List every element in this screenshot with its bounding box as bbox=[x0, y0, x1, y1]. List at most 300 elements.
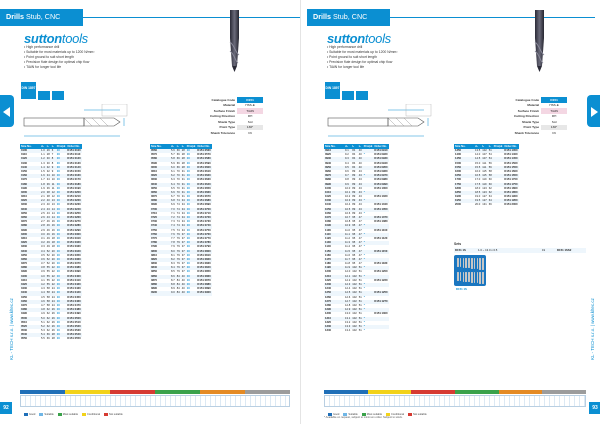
availability-mark: 10 bbox=[56, 236, 60, 240]
size-number: 0540 bbox=[20, 333, 40, 337]
flute-length: 37 bbox=[181, 245, 185, 249]
size-number: 0350 bbox=[21, 253, 27, 257]
size-number: 0420 bbox=[20, 283, 40, 287]
size-number: 0310 bbox=[21, 236, 27, 240]
order-number: D151 0280 bbox=[67, 224, 81, 228]
order-number: D151 1400 bbox=[504, 153, 518, 157]
size-number: 0330 bbox=[21, 245, 27, 249]
availability-mark: 10 bbox=[186, 216, 197, 220]
overall-length: 74 bbox=[176, 224, 180, 228]
flute-length: 43 bbox=[358, 186, 362, 190]
diameter: 4.3 bbox=[41, 287, 45, 291]
availability-mark: 10 bbox=[56, 283, 67, 287]
overall-length: 79 bbox=[176, 245, 180, 249]
diameter: 1.2 bbox=[41, 157, 45, 161]
order-number: D151 0530 bbox=[67, 329, 81, 333]
overall-length: 102 bbox=[482, 149, 487, 152]
overall-length: 62 bbox=[46, 320, 50, 324]
availability-mark: 10 bbox=[56, 295, 60, 299]
flute-length: 31 bbox=[181, 169, 185, 173]
size-number: 1100 bbox=[325, 228, 331, 232]
diameter: 5.8 bbox=[171, 157, 175, 161]
feature-list bbox=[327, 45, 397, 70]
diameter: 9.8 bbox=[345, 178, 349, 182]
flute-length: 18 bbox=[51, 236, 55, 240]
flute-length: 7 bbox=[51, 153, 54, 157]
availability-mark: 10 bbox=[186, 233, 197, 237]
overall-length: 58 bbox=[46, 287, 50, 291]
drill-set-case-image bbox=[454, 255, 486, 286]
order-number: D151 0900 bbox=[197, 291, 211, 295]
diameter: 11.9 bbox=[345, 266, 351, 270]
size-number: 0210 bbox=[21, 195, 27, 199]
size-number: 0260 bbox=[20, 216, 40, 220]
legend-label: Most suitable bbox=[366, 413, 383, 417]
page-number: 93 bbox=[589, 402, 600, 414]
diameter: 4.9 bbox=[41, 312, 45, 316]
overall-length: 127 bbox=[482, 195, 487, 199]
overall-length: 89 bbox=[352, 186, 356, 190]
overall-length: 102 bbox=[352, 295, 357, 299]
size-number: 0950 bbox=[324, 166, 344, 170]
diameter: 11.0 bbox=[345, 228, 351, 232]
drill-slot bbox=[468, 272, 470, 282]
overall-length: 66 bbox=[176, 161, 180, 165]
flute-length: 56 bbox=[488, 165, 492, 169]
flute-length: 58 bbox=[488, 174, 492, 178]
flute-length: 31 bbox=[181, 174, 185, 178]
diameter: 11.5 bbox=[345, 249, 351, 253]
drill-image bbox=[465, 8, 561, 80]
flute-length: 14 bbox=[51, 211, 55, 215]
size-number: 0910 bbox=[324, 149, 344, 153]
diameter: 9.1 bbox=[344, 149, 351, 153]
order-number: D151 0890 bbox=[197, 287, 211, 291]
diameter: 2.8 bbox=[41, 224, 45, 228]
overall-length: 84 bbox=[351, 149, 357, 153]
column-header: Pcs/pk bbox=[186, 145, 196, 148]
flute-length: 16 bbox=[51, 232, 55, 236]
overall-length: 102 bbox=[352, 303, 357, 307]
order-number: D151 0980 bbox=[374, 178, 388, 182]
size-number: 0300 bbox=[20, 233, 40, 237]
availability-mark: 10 bbox=[186, 157, 197, 161]
flute-length: 37 bbox=[181, 241, 185, 245]
spec-key: Cutting Direction bbox=[210, 114, 236, 119]
spec-table bbox=[208, 97, 263, 136]
flute-length: 62 bbox=[488, 190, 492, 194]
spec-key: Shank Type bbox=[521, 119, 540, 124]
brand-logo: suttontools bbox=[327, 31, 391, 46]
order-number: D151 0360 bbox=[67, 257, 81, 261]
overall-length: 43 bbox=[46, 207, 50, 211]
order-number: D151 0540 bbox=[67, 333, 81, 337]
order-number: D151 1950 bbox=[504, 199, 518, 203]
coolant-icon bbox=[356, 91, 368, 100]
size-number: 0120 bbox=[20, 157, 40, 161]
flute-length: 47 bbox=[358, 216, 362, 219]
order-number: D151 2000 bbox=[504, 203, 518, 207]
size-number: 0750 bbox=[151, 228, 157, 232]
size-number: 1240 bbox=[325, 287, 331, 291]
flute-length: 51 bbox=[358, 274, 362, 278]
diameter: 4.4 bbox=[41, 291, 45, 295]
side-text: KL - TECH s.r.o. | www.kltec.cz bbox=[590, 298, 595, 360]
availability-mark: 10 bbox=[56, 308, 67, 312]
diameter: 7.5 bbox=[171, 228, 175, 232]
flute-length: 64 bbox=[488, 199, 492, 203]
catalogue-page-right bbox=[300, 0, 600, 424]
order-number: D151 0690 bbox=[197, 203, 211, 207]
size-number: 0130 bbox=[21, 161, 27, 165]
diameter: 5.0 bbox=[41, 316, 45, 320]
size-number: 0390 bbox=[21, 270, 27, 274]
overall-length: 84 bbox=[176, 291, 180, 295]
flute-length: 62 bbox=[488, 186, 492, 190]
overall-length: 84 bbox=[176, 278, 180, 282]
order-number: D151 1180 bbox=[374, 262, 388, 266]
table-row bbox=[150, 291, 212, 295]
size-number: 1170 bbox=[324, 258, 344, 262]
size-number: 0620 bbox=[150, 174, 170, 178]
legend-label: Suitable bbox=[44, 413, 54, 417]
drill-slot bbox=[465, 258, 467, 268]
spec-key: Shank Tolerance bbox=[514, 130, 540, 135]
prev-page-tab[interactable] bbox=[0, 95, 14, 127]
order-number: D151 0470 bbox=[67, 303, 81, 307]
availability-mark: 10 bbox=[186, 161, 190, 165]
diameter: 3.8 bbox=[41, 266, 45, 270]
legend-label: Most suitable bbox=[62, 413, 79, 417]
overall-length: 74 bbox=[176, 211, 180, 215]
order-number: D151 0460 bbox=[67, 299, 81, 303]
order-number: D151 1250 bbox=[374, 291, 388, 295]
size-number: 1220 bbox=[325, 278, 331, 282]
diameter: 11.4 bbox=[345, 245, 351, 249]
overall-length: 36 bbox=[46, 186, 50, 190]
diameter: 19.0 bbox=[475, 195, 481, 199]
overall-length: 28 bbox=[46, 153, 50, 157]
availability-mark: 10 bbox=[56, 224, 67, 228]
drill-slot bbox=[474, 258, 476, 269]
size-number: 0500 bbox=[20, 317, 40, 321]
material-group-n bbox=[455, 390, 499, 394]
flute-length: 14 bbox=[51, 207, 55, 211]
diameter: 9.0 bbox=[171, 291, 175, 295]
availability-mark: 10 bbox=[56, 250, 67, 254]
order-number: D151 1220 bbox=[374, 278, 388, 282]
size-number: 1090 bbox=[324, 224, 344, 228]
overall-length: 111 bbox=[482, 161, 487, 165]
drill-image bbox=[160, 8, 256, 80]
flute-length: 51 bbox=[358, 320, 362, 324]
diameter: 15.0 bbox=[475, 161, 481, 165]
order-number: D151 0270 bbox=[67, 220, 81, 224]
size-number: 0920 bbox=[325, 153, 331, 157]
order-number: D151 0290 bbox=[67, 228, 81, 232]
overall-length: 66 bbox=[176, 149, 180, 152]
flute-length: 51 bbox=[358, 329, 362, 333]
diameter: 2.3 bbox=[41, 203, 45, 207]
legend-label: Not suitable bbox=[109, 413, 123, 417]
diameter: 12.7 bbox=[345, 299, 351, 303]
diameter: 17.0 bbox=[475, 178, 481, 182]
diameter: 5.2 bbox=[41, 324, 45, 328]
size-number: 0800 bbox=[150, 250, 170, 254]
overall-length: 123 bbox=[482, 186, 487, 190]
diameter: 7.3 bbox=[171, 220, 175, 224]
size-number: 1010 bbox=[324, 191, 344, 195]
material-group-m bbox=[65, 390, 110, 394]
order-number: D151 0810 bbox=[197, 253, 211, 257]
order-number: D151 0630 bbox=[197, 178, 211, 182]
diameter: 10.5 bbox=[345, 207, 351, 211]
size-number: 0990 bbox=[324, 183, 344, 187]
diameter: 10.4 bbox=[345, 203, 351, 207]
flute-length: 22 bbox=[51, 274, 55, 278]
diameter: 5.3 bbox=[41, 329, 45, 333]
diameter: 1.7 bbox=[41, 178, 45, 182]
diameter: 10.3 bbox=[345, 199, 351, 203]
diameter: 14.5 bbox=[475, 157, 481, 161]
material-grid bbox=[324, 395, 586, 407]
overall-length: 40 bbox=[46, 199, 50, 203]
flute-length: 8 bbox=[51, 161, 54, 165]
diameter: 10.8 bbox=[345, 220, 351, 224]
size-number: 0250 bbox=[21, 211, 27, 215]
order-number: D151 0450 bbox=[67, 295, 81, 299]
overall-length: 74 bbox=[176, 203, 180, 207]
material-suitability-strip bbox=[20, 390, 290, 410]
size-number: 1850 bbox=[454, 191, 474, 195]
flute-length: 56 bbox=[488, 161, 492, 165]
overall-length: 70 bbox=[176, 182, 180, 186]
column-header: l₁ bbox=[351, 144, 357, 149]
size-number: 0940 bbox=[325, 161, 331, 165]
diameter: 8.2 bbox=[171, 257, 175, 261]
coolant-icon bbox=[52, 91, 64, 100]
flute-length: 22 bbox=[51, 278, 55, 282]
availability-mark: 10 bbox=[56, 262, 60, 266]
flute-length: 9 bbox=[51, 169, 54, 173]
flute-length: 37 bbox=[181, 262, 185, 266]
diameter: 1.1 bbox=[41, 153, 45, 157]
flute-length: 37 bbox=[181, 253, 185, 257]
overall-length: 43 bbox=[46, 211, 50, 215]
order-number: D151 0820 bbox=[197, 257, 211, 261]
size-number: 0740 bbox=[150, 224, 170, 228]
overall-length: 89 bbox=[351, 208, 357, 212]
order-number: D151 0510 bbox=[67, 320, 81, 324]
diameter: 9.6 bbox=[345, 169, 349, 173]
size-number: 0850 bbox=[151, 270, 157, 274]
flute-length: 37 bbox=[181, 257, 185, 261]
availability-mark: 10 bbox=[56, 291, 67, 295]
diameter: 9.7 bbox=[344, 174, 351, 178]
size-number: 1550 bbox=[454, 166, 474, 170]
overall-length: 89 bbox=[351, 191, 357, 195]
diameter: 2.9 bbox=[41, 228, 45, 232]
size-number: 1300 bbox=[325, 312, 331, 316]
flute-length: 47 bbox=[358, 236, 362, 240]
overall-length: 38 bbox=[46, 195, 50, 199]
header-title: Drills Stub, CNC bbox=[313, 12, 368, 21]
availability-mark: 10 bbox=[56, 153, 60, 157]
column-header: l₁ bbox=[481, 144, 487, 149]
availability-mark: * bbox=[363, 287, 365, 291]
spec-table bbox=[512, 97, 567, 136]
order-number: D151 0490 bbox=[67, 312, 81, 316]
order-number: D151 0130 bbox=[67, 161, 81, 165]
flute-length: 34 bbox=[181, 216, 185, 219]
size-number: 0610 bbox=[151, 169, 157, 173]
diameter: 6.5 bbox=[171, 186, 175, 190]
overall-length: 102 bbox=[352, 287, 357, 291]
diameter: 8.0 bbox=[171, 249, 175, 253]
overall-length: 79 bbox=[176, 249, 180, 253]
overall-length: 70 bbox=[176, 169, 180, 173]
diameter: 2.1 bbox=[41, 195, 45, 199]
size-number: 0980 bbox=[325, 178, 331, 182]
order-number: D151 0620 bbox=[197, 174, 211, 178]
flute-length: 66 bbox=[488, 203, 492, 207]
size-number: 0220 bbox=[20, 199, 40, 203]
spec-value: D151 bbox=[541, 97, 567, 103]
order-number: D151 0330 bbox=[67, 245, 81, 249]
order-number: D151 0180 bbox=[67, 182, 81, 186]
legend-label: Suitable bbox=[348, 413, 358, 417]
drill-slot bbox=[460, 272, 462, 281]
availability-mark: * bbox=[363, 191, 374, 195]
order-number: D151 0650 bbox=[197, 186, 211, 190]
feature-item: • Suitable for most materials up to 1200 N/mm² bbox=[24, 50, 94, 55]
overall-length: 84 bbox=[352, 161, 356, 165]
size-number: 0200 bbox=[20, 191, 40, 195]
diameter: 6.6 bbox=[171, 190, 175, 194]
overall-length: 43 bbox=[46, 216, 50, 219]
overall-length: 102 bbox=[352, 278, 357, 282]
availability-mark: 10 bbox=[56, 253, 60, 257]
size-number: 0370 bbox=[21, 262, 27, 266]
material-group-n bbox=[155, 390, 200, 394]
overall-length: 89 bbox=[351, 199, 357, 203]
size-number: 1110 bbox=[324, 233, 344, 237]
availability-mark: 10 bbox=[56, 195, 60, 199]
diameter: 10.1 bbox=[345, 190, 351, 194]
order-number: D151 0600 bbox=[197, 165, 211, 169]
drill-slot bbox=[482, 272, 484, 284]
overall-length: 131 bbox=[482, 203, 487, 207]
flute-length: 34 bbox=[181, 224, 185, 228]
flute-length: 40 bbox=[181, 274, 185, 278]
flute-length: 34 bbox=[181, 199, 185, 203]
order-number: D151 0220 bbox=[67, 199, 81, 203]
order-number: D151 1350 bbox=[504, 149, 518, 152]
overall-length: 102 bbox=[352, 299, 357, 303]
column-header: Size No. bbox=[150, 144, 170, 149]
flute-length: 43 bbox=[358, 174, 362, 178]
order-number: D151 0200 bbox=[67, 190, 81, 194]
feature-item: • High performance drill bbox=[24, 45, 94, 50]
flute-length: 47 bbox=[358, 253, 362, 257]
flute-length: 40 bbox=[358, 153, 362, 157]
availability-mark: 10 bbox=[56, 203, 60, 207]
overall-length: 95 bbox=[352, 236, 356, 240]
diameter: 3.7 bbox=[41, 262, 45, 266]
order-number: D151 0640 bbox=[197, 182, 211, 186]
overall-length: 102 bbox=[352, 320, 357, 324]
drill-slot bbox=[468, 258, 470, 268]
flute-length: 11 bbox=[51, 186, 55, 190]
availability-mark: 10 bbox=[56, 325, 67, 329]
overall-length: 102 bbox=[352, 270, 357, 274]
spec-key: Catalogue Code bbox=[515, 97, 540, 102]
size-number: 1070 bbox=[324, 216, 344, 220]
column-header: d₁ bbox=[474, 144, 481, 149]
size-number: 1120 bbox=[325, 236, 331, 240]
material-group-k bbox=[110, 390, 155, 394]
material-group-h bbox=[245, 390, 290, 394]
size-number: 0320 bbox=[20, 241, 40, 245]
diameter: 13.1 bbox=[345, 316, 351, 320]
overall-length: 84 bbox=[176, 287, 180, 291]
order-number: D151 1800 bbox=[504, 186, 518, 190]
flute-length: 40 bbox=[358, 149, 362, 152]
next-page-tab[interactable] bbox=[587, 95, 600, 127]
flute-length: 43 bbox=[358, 207, 362, 211]
order-number: D151 1000 bbox=[374, 186, 388, 190]
diameter: 7.7 bbox=[171, 236, 175, 240]
size-number: 1200 bbox=[325, 270, 331, 274]
overall-length: 58 bbox=[46, 291, 50, 295]
overall-length: 55 bbox=[46, 278, 50, 282]
availability-mark: * bbox=[363, 308, 374, 312]
arrow-right-icon bbox=[591, 107, 598, 117]
spec-value: Std bbox=[247, 119, 253, 124]
feature-item: • TiAlN for longer tool life bbox=[327, 65, 397, 70]
availability-mark: 10 bbox=[186, 283, 197, 287]
set-block bbox=[454, 242, 586, 253]
din-badge-group bbox=[21, 82, 36, 99]
order-number: D151 0260 bbox=[67, 216, 81, 219]
diameter: 2.4 bbox=[41, 207, 45, 211]
feature-item: • Point ground to suit short length bbox=[24, 55, 94, 60]
order-number: D151 0720 bbox=[197, 216, 211, 219]
legend-label: Good bbox=[29, 413, 36, 417]
order-number: D151 0440 bbox=[67, 291, 81, 295]
availability-mark: 10 bbox=[186, 270, 190, 274]
availability-mark: * bbox=[363, 199, 374, 203]
size-number: 0230 bbox=[21, 203, 27, 207]
diameter: 12.5 bbox=[345, 291, 351, 295]
flute-length: 47 bbox=[358, 224, 362, 228]
overall-length: 34 bbox=[46, 174, 50, 178]
order-number: D151 0150 bbox=[67, 169, 81, 173]
size-number: 1600 bbox=[455, 169, 461, 173]
overall-length: 102 bbox=[352, 312, 357, 316]
availability-mark: 10 bbox=[186, 275, 197, 279]
diameter: 6.9 bbox=[171, 203, 175, 207]
spec-value: TiAlN bbox=[541, 108, 567, 114]
flute-length: 24 bbox=[51, 299, 55, 303]
size-number: 0730 bbox=[151, 220, 157, 224]
material-group-p bbox=[324, 390, 368, 394]
drill-slot bbox=[482, 258, 484, 270]
flute-length: 10 bbox=[51, 178, 55, 182]
set-code: D151 1S bbox=[455, 248, 466, 252]
availability-mark: 10 bbox=[186, 220, 190, 224]
order-number: D151 1100 bbox=[374, 228, 388, 232]
